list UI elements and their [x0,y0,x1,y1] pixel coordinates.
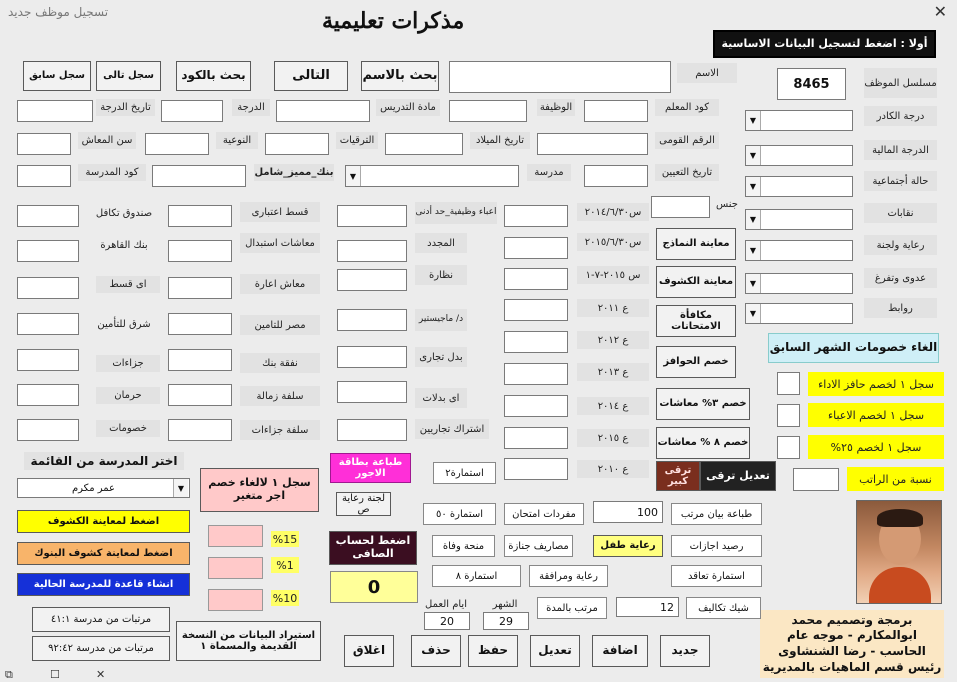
serial-label: مسلسل الموظف [864,68,937,98]
center-label-1: اعباء وظيفية_حد أدنى [415,202,497,224]
national-id-label: الرقم القومى [655,132,719,149]
mid-input-2[interactable] [168,240,232,262]
maximize-icon[interactable]: ☐ [50,668,60,681]
left-label-2: بنك القاهرة [100,240,148,251]
close-button[interactable]: اغلاق [344,635,394,667]
left-input-1[interactable] [17,205,79,227]
center-input-7[interactable] [337,419,407,441]
center-label-4: د/ ماجيستير [415,309,467,331]
financial-select[interactable] [745,145,853,166]
close-small-icon[interactable]: ✕ [96,668,106,681]
date-input-2[interactable] [504,237,568,259]
chevron-down-icon[interactable]: ▼ [746,146,761,165]
left-input-5[interactable] [17,349,79,371]
date-input-4[interactable] [504,299,568,321]
birth-date-input[interactable] [385,133,463,155]
burden-deduct-label: سجل ١ لخصم الاعباء [808,403,944,427]
degree-date-label: تاريخ الدرجة [96,99,155,116]
search-code-button[interactable]: بحث بالكود [176,61,251,91]
preview-forms-button[interactable]: معاينة النماذج [656,228,736,260]
center-label-5: بدل تجارى [415,347,467,367]
center-label-3: نظارة [415,265,467,285]
syndicates-select[interactable] [745,209,853,230]
center-label-7: اشتراك تجاريين [415,419,489,439]
center-input-6[interactable] [337,381,407,403]
chevron-down-icon[interactable]: ▼ [746,274,761,293]
date-input-7[interactable] [504,395,568,417]
exam-items-button[interactable]: مفردات امتحان [504,503,584,525]
mid-label-6: سلفة زمالة [240,386,320,406]
teacher-code-input[interactable] [584,100,648,122]
date-label-4: ع ٢٠١١ [577,299,649,317]
left-label-6: حرمان [96,387,160,404]
deduct25-checkbox[interactable] [777,436,800,459]
cancel-prev-month-button[interactable]: الغاء خصومات الشهر السابق [768,333,939,363]
workdays-label: ايام العمل [425,598,467,610]
form50-button[interactable]: استمارة ٥٠ [423,503,496,525]
promotions-label: الترقيات [336,132,378,149]
school-label: مدرسة [527,164,571,181]
chevron-down-icon[interactable]: ▼ [173,479,188,497]
date-input-8[interactable] [504,427,568,449]
center-input-5[interactable] [337,346,407,368]
date-label-1: س٢٠١٤/٦/٣٠ [577,203,649,221]
form2-button[interactable]: استمارة٢ [433,462,496,484]
pension8-deduct-button[interactable]: خصم ٨ % معاشات [656,427,750,459]
salary-pct-label: نسبة من الراتب [847,467,944,491]
net-value: 0 [330,571,418,603]
date-input-5[interactable] [504,331,568,353]
degree-input[interactable] [161,100,223,122]
child-care-button[interactable]: رعاية طفل [593,535,663,557]
staff-41-button[interactable]: مرتبات من مدرسة ٤١:١ [32,607,170,632]
choose-school-label: اختر المدرسة من القائمة [24,452,184,470]
left-input-4[interactable] [17,313,79,335]
staff-92-button[interactable]: مرتبات من مدرسة ٩٢:٤٢ [32,636,170,661]
left-label-7: خصومات [96,420,160,437]
form8-button[interactable]: استمارة ٨ [432,565,521,587]
edit-button[interactable]: تعديل [530,635,580,667]
shirt-shape [869,567,931,604]
chevron-down-icon[interactable]: ▼ [746,210,761,229]
left-label-5: جزاءات [96,355,160,372]
links-select[interactable] [745,303,853,324]
left-input-2[interactable] [17,240,79,262]
links-label: روابط [864,298,937,318]
promotions-input[interactable] [265,133,329,155]
salary-period-button[interactable]: مرتب بالمدة [537,597,607,619]
date-label-6: ع ٢٠١٣ [577,363,649,381]
cost-check-button[interactable]: شيك تكاليف [686,597,761,619]
mid-input-4[interactable] [168,313,232,335]
pct1-label: %1 [271,557,299,573]
gender-input[interactable] [651,196,710,218]
teacher-code-label: كود المعلم [655,99,719,116]
chevron-down-icon[interactable]: ▼ [746,111,761,130]
hire-date-label: تاريخ التعيين [655,164,719,181]
restore-data-button[interactable]: استيراد البيانات من النسخة القديمة والمسماة ١ [176,621,321,661]
name-input[interactable] [449,61,671,93]
funeral-expenses-button[interactable]: مصاريف جنازة [504,535,573,557]
delete-button[interactable]: حذف [411,635,461,667]
date-label-2: س٢٠١٥/٦/٣٠ [577,233,649,251]
cost-input[interactable]: 12 [616,597,679,617]
pension-age-input[interactable] [17,133,71,155]
school-code-input[interactable] [17,165,71,187]
perf-deduct-checkbox[interactable] [777,372,800,395]
syndicates-label: نقابات [864,203,937,223]
salary-pct-input[interactable] [793,468,839,491]
chevron-down-icon[interactable]: ▼ [346,166,361,186]
center-input-3[interactable] [337,269,407,291]
print-salary-card-button[interactable]: طباعة بطاقة الاجور [330,453,411,483]
window-title: تسجيل موظف جديد [8,5,109,19]
month-label: الشهر [492,598,518,610]
left-label-1: صندوق تكافل [95,208,153,219]
big-promotion-button[interactable]: ترقى كبير [656,461,700,491]
date-input-3[interactable] [504,268,568,290]
restore-icon[interactable]: ⧉ [5,668,13,681]
pct10-label: %10 [272,591,298,605]
exam-reward-button[interactable]: مكافأة الامتحانات [656,305,736,337]
death-grant-button[interactable]: منحة وفاة [432,535,495,557]
cadre-select[interactable] [745,110,853,131]
workdays-input[interactable]: 20 [424,612,470,630]
create-db-button[interactable]: انشاء قاعدة للمدرسة الحالية [17,573,190,596]
pct10-input[interactable] [208,589,263,611]
care-companion-button[interactable]: رعاية ومرافقة [529,565,608,587]
deduct25-label: سجل ١ لخصم ٢٥% [808,435,944,459]
cadre-label: درجة الكادر [864,106,937,126]
mid-input-7[interactable] [168,419,232,441]
degree-date-input[interactable] [17,100,93,122]
committee-button[interactable]: لجنة رعاية ص [336,492,391,516]
national-id-input[interactable] [537,133,648,155]
perf-deduct-label: سجل ١ لخصم حافز الاداء [808,372,944,396]
pension-age-label: سن المعاش [78,132,136,149]
mid-input-6[interactable] [168,384,232,406]
register-basic-button[interactable]: أولا : اضغط لتسجيل البيانات الاساسية [713,30,936,58]
serial-input[interactable]: 8465 [777,68,846,100]
teaching-label: مادة التدريس [376,99,440,116]
bank-label: بنك_مميز_شامل [254,164,334,181]
left-input-6[interactable] [17,384,79,406]
date-input-1[interactable] [504,205,568,227]
job-label: الوظيفة [537,99,575,116]
edit-promotion-button[interactable]: تعديل ترقى [700,461,776,491]
mid-label-5: نفقة بنك [240,353,320,373]
mid-label-1: قسط اعتبارى [240,202,320,222]
mid-input-3[interactable] [168,277,232,299]
new-button[interactable]: جديد [660,635,710,667]
school-select[interactable] [345,165,519,187]
left-label-3: اى قسط [96,276,160,293]
school-list-select[interactable]: ▼ عمر مكرم [17,478,190,498]
date-input-9[interactable] [504,458,568,480]
birth-date-label: تاريخ الميلاد [470,132,530,149]
month-input[interactable]: 29 [483,612,529,630]
mid-input-5[interactable] [168,349,232,371]
school-code-label: كود المدرسة [78,164,146,181]
center-input-4[interactable] [337,309,407,331]
gender-label: جنس [716,198,738,210]
contract-form-button[interactable]: استمارة تعاقد [671,565,762,587]
center-label-6: اى بدلات [415,388,467,408]
chevron-down-icon[interactable]: ▼ [746,177,761,196]
next-record-button[interactable]: سجل تالى [96,61,161,91]
date-label-8: ع ٢٠١٥ [577,429,649,447]
pension3-deduct-button[interactable]: خصم ٣% معاشات [656,388,750,420]
bank-input[interactable] [152,165,246,187]
save-button[interactable]: حفظ [468,635,518,667]
search-name-button[interactable]: بحث بالاسم [361,61,439,91]
mid-label-3: معاش اعارة [240,274,320,294]
mid-label-4: مصر للتامين [240,315,320,335]
mid-input-1[interactable] [168,205,232,227]
care-label: رعاية ولجنة [864,235,937,255]
vacation-balance-button[interactable]: رصيد اجازات [671,535,762,557]
pct1-input[interactable] [208,557,263,579]
burden-deduct-checkbox[interactable] [777,404,800,427]
date-label-5: ع ٢٠١٢ [577,331,649,349]
next-button[interactable]: التالى [274,61,348,91]
job-input[interactable] [449,100,527,122]
chevron-down-icon[interactable]: ▼ [746,241,761,260]
left-input-3[interactable] [17,277,79,299]
date-label-7: ع ٢٠١٤ [577,397,649,415]
pct15-input[interactable] [208,525,263,547]
incentive-deduct-button[interactable]: خصم الحوافز [656,346,736,378]
pct15-label: %15 [272,532,298,546]
date-input-6[interactable] [504,363,568,385]
social-label: حالة أجتماعية [864,171,937,191]
financial-label: الدرجة المالية [864,140,937,160]
page-title: مذكرات تعليمية [322,8,465,34]
close-icon[interactable]: ✕ [933,2,947,21]
hire-date-input[interactable] [584,165,648,187]
aggression-select[interactable] [745,273,853,294]
degree-label: الدرجة [232,99,270,116]
preview-sheets-button[interactable]: معاينة الكشوف [656,266,736,298]
credits-text: برمجة وتصميم محمد ابوالمكارم - موجه عام الحاسب - رضا الشنشاوى رئيس قسم الماهيات بالمديرية [760,610,944,678]
teaching-input[interactable] [276,100,370,122]
print-salary-statement-button[interactable]: طباعة بيان مرتب [671,503,762,525]
amount-input[interactable]: 100 [593,501,663,523]
mid-label-2: معاشات استبدال [240,233,320,253]
add-button[interactable]: اضافة [592,635,648,667]
preview-sheets-yellow-button[interactable]: اضغط لمعاينة الكشوف [17,510,190,533]
care-select[interactable] [745,240,853,261]
type-input[interactable] [145,133,209,155]
name-label: الاسم [677,63,737,83]
cancel-variable-wage-button[interactable]: سجل ١ لالغاء خصم اجر متغير [200,468,319,512]
center-input-2[interactable] [337,240,407,262]
center-input-1[interactable] [337,205,407,227]
center-label-2: المجدد [415,233,467,253]
type-label: النوعية [216,132,258,149]
left-input-7[interactable] [17,419,79,441]
mid-label-7: سلفة جزاءات [240,420,320,440]
social-select[interactable] [745,176,853,197]
left-label-4: شرق للتأمين [97,319,151,330]
prev-record-button[interactable]: سجل سابق [23,61,91,91]
author-photo [856,500,942,604]
date-label-9: ع ٢٠١٠ [577,460,649,478]
aggression-label: عدوى وتفرغ [864,268,937,288]
hair-shape [877,509,923,527]
preview-banks-button[interactable]: اضغط لمعاينة كشوف البنوك [17,542,190,565]
calc-net-button[interactable]: اضغط لحساب الصافى [329,531,417,565]
date-label-3: س ٢٠١٥-٧-١ [577,266,649,284]
chevron-down-icon[interactable]: ▼ [746,304,761,323]
